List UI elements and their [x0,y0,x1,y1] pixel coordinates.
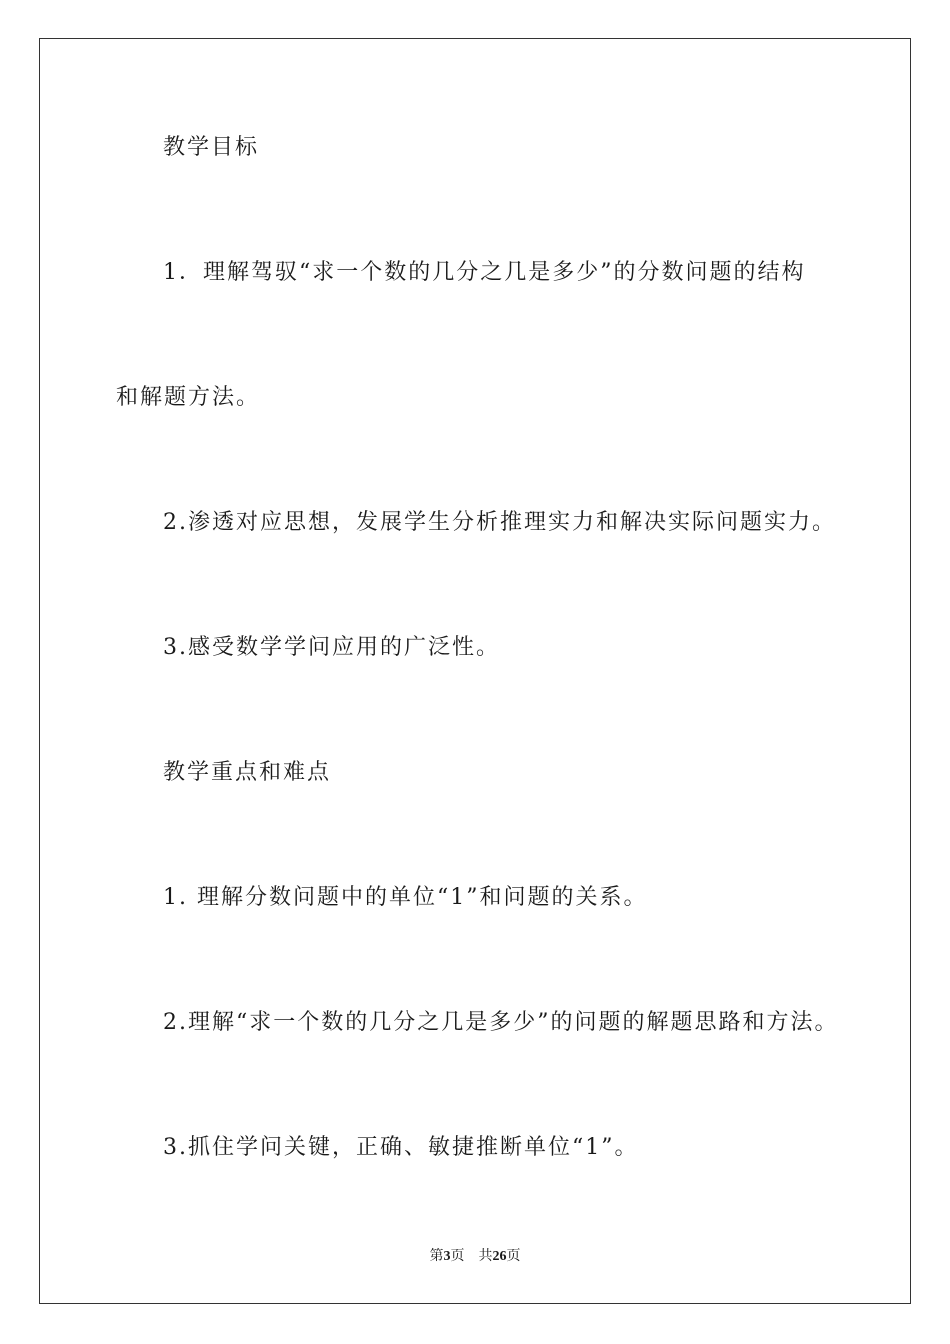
footer-page-number: 3 [443,1249,451,1264]
key-point-item-2: 2.理解“求一个数的几分之几是多少”的问题的解题思路和方法。 [163,1010,839,1035]
goal-item-2: 2.渗透对应思想，发展学生分析推理实力和解决实际问题实力。 [163,510,836,535]
key-point-item-1: 1. 理解分数问题中的单位“1”和问题的关系。 [163,885,648,910]
goal-item-1: 1．理解驾驭“求一个数的几分之几是多少”的分数问题的结构 [163,260,806,285]
footer-total-suffix: 页 [506,1249,521,1264]
footer-page-prefix: 第 [429,1249,444,1264]
page-footer [0,1248,950,1266]
footer-total-number: 26 [492,1249,507,1264]
heading-teaching-goals: 教学目标 [163,135,260,160]
goal-item-3: 3.感受数学学问应用的广泛性。 [163,635,500,660]
page-border [39,38,911,1304]
footer-total-prefix: 共 [478,1249,493,1264]
heading-key-points: 教学重点和难点 [163,760,332,785]
footer-page-suffix: 页 [450,1249,465,1264]
goal-item-1-continued: 和解题方法。 [116,385,261,410]
key-point-item-3: 3.抓住学问关键，正确、敏捷推断单位“1”。 [163,1135,639,1160]
